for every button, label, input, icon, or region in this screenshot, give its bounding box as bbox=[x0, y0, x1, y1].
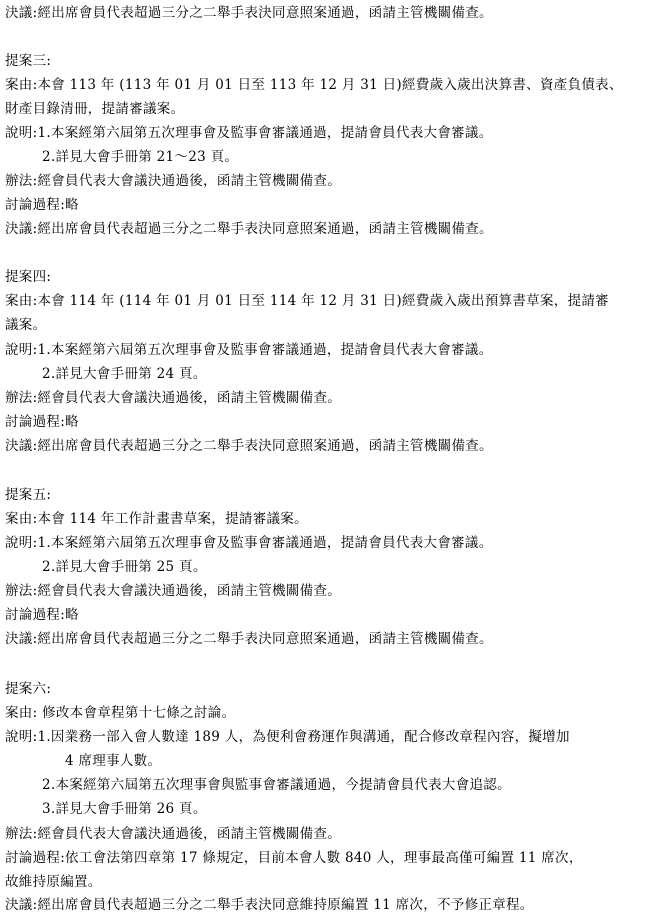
proposal3-method: 辦法:經會員代表大會議決通過後，函請主管機關備查。 bbox=[5, 173, 342, 189]
proposal4-discussion: 討論過程:略 bbox=[5, 414, 79, 430]
proposal3-discussion: 討論過程:略 bbox=[5, 197, 79, 213]
proposal6-cause: 案由: 修改本會章程第十七條之討論。 bbox=[5, 705, 236, 721]
proposal6-method: 辦法:經會員代表大會議決通過後，函請主管機關備查。 bbox=[5, 826, 342, 842]
proposal3-cause-cont: 財產目錄清冊，提請審議案。 bbox=[5, 101, 185, 117]
top-resolution: 決議:經出席會員代表超過三分之二舉手表決同意照案通過，函請主管機關備查。 bbox=[5, 5, 493, 21]
proposal4-resolution: 決議:經出席會員代表超過三分之二舉手表決同意照案通過，函請主管機關備查。 bbox=[5, 438, 493, 454]
proposal5-header: 提案五: bbox=[5, 487, 52, 503]
proposal4-method: 辦法:經會員代表大會議決通過後，函請主管機關備查。 bbox=[5, 390, 342, 406]
proposal5-note1: 說明:1.本案經第六屆第五次理事會及監事會審議通過，提請會員代表大會審議。 bbox=[5, 535, 493, 551]
proposal4-cause-cont: 議案。 bbox=[5, 317, 47, 333]
proposal6-note3: 3.詳見大會手冊第 26 頁。 bbox=[42, 801, 207, 817]
proposal6-note2: 2.本案經第六屆第五次理事會與監事會審議通過，今提請會員代表大會追認。 bbox=[42, 777, 511, 793]
proposal6-resolution: 決議:經出席會員代表超過三分之二舉手表決同意維持原編置 11 席次，不予修正章程。 bbox=[5, 897, 534, 913]
proposal3-note2: 2.詳見大會手冊第 21～23 頁。 bbox=[42, 149, 239, 165]
proposal6-header: 提案六: bbox=[5, 681, 52, 697]
proposal6-note1-cont: 4 席理事人數。 bbox=[65, 753, 162, 769]
proposal3-note1: 說明:1.本案經第六屆第五次理事會及監事會審議通過，提請會員代表大會審議。 bbox=[5, 125, 493, 141]
proposal3-resolution: 決議:經出席會員代表超過三分之二舉手表決同意照案通過，函請主管機關備查。 bbox=[5, 221, 493, 237]
proposal6-discussion-cont: 故維持原編置。 bbox=[5, 874, 102, 890]
proposal5-method: 辦法:經會員代表大會議決通過後，函請主管機關備查。 bbox=[5, 583, 342, 599]
proposal5-resolution: 決議:經出席會員代表超過三分之二舉手表決同意照案通過，函請主管機關備查。 bbox=[5, 631, 493, 647]
proposal5-discussion: 討論過程:略 bbox=[5, 607, 79, 623]
proposal6-note1: 說明:1.因業務一部入會人數達 189 人，為便利會務運作與溝通，配合修改章程內容，擬增加 bbox=[5, 729, 570, 745]
proposal4-note2: 2.詳見大會手冊第 24 頁。 bbox=[42, 366, 207, 382]
proposal3-header: 提案三: bbox=[5, 53, 52, 69]
proposal3-cause: 案由:本會 113 年 (113 年 01 月 01 日至 113 年 12 月 31 日)經費歲入歲出決算書、資產負債表、 bbox=[5, 77, 623, 93]
proposal5-cause: 案由:本會 114 年工作計畫書草案，提請審議案。 bbox=[5, 511, 308, 527]
proposal4-header: 提案四: bbox=[5, 269, 52, 285]
proposal6-discussion: 討論過程:依工會法第四章第 17 條規定，目前本會人數 840 人，理事最高僅可編置 11 席次， bbox=[5, 850, 583, 866]
proposal4-note1: 說明:1.本案經第六屆第五次理事會及監事會審議通過，提請會員代表大會審議。 bbox=[5, 342, 493, 358]
proposal4-cause: 案由:本會 114 年 (114 年 01 月 01 日至 114 年 12 月 31 日)經費歲入歲出預算書草案，提請審 bbox=[5, 293, 609, 309]
proposal5-note2: 2.詳見大會手冊第 25 頁。 bbox=[42, 559, 207, 575]
